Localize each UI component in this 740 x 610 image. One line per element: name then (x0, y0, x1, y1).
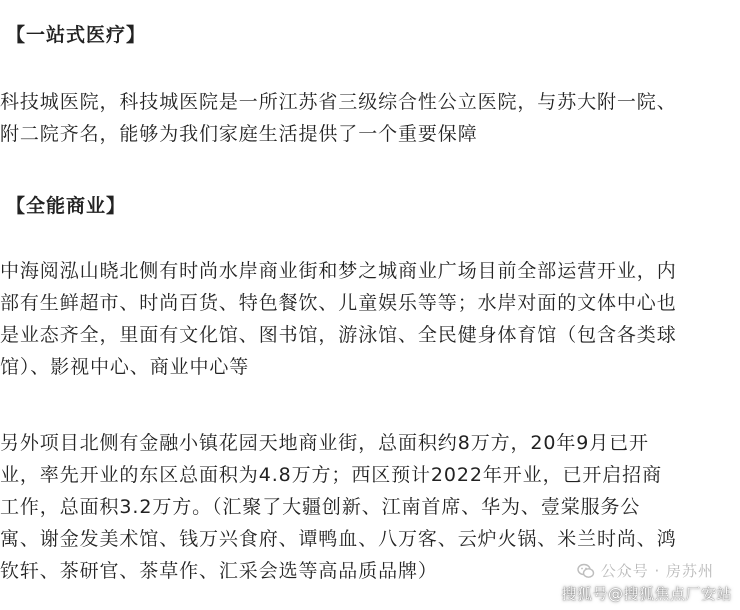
paragraph-line: 科技城医院，科技城医院是一所江苏省三级综合性公立医院，与苏大附一院、 (0, 91, 677, 113)
paragraph-line: 业，率先开业的东区总面积为4.8万方；西区预计2022年开业，已开启招商 (0, 464, 662, 486)
section-heading-commerce: 【全能商业】 (6, 195, 127, 217)
paragraph-line: 工作，总面积3.2万方。（汇聚了大疆创新、江南首席、华为、壹棠服务公 (0, 496, 641, 518)
paragraph-line: 钦轩、茶研官、茶草作、汇采会选等高品质品牌） (0, 560, 438, 582)
section-heading-medical: 【一站式医疗】 (6, 24, 147, 46)
paragraph-line: 馆）、影视中心、商业中心等 (0, 356, 250, 378)
paragraph-line: 是业态齐全，里面有文化馆、图书馆，游泳馆、全民健身体育馆（包含各类球 (0, 324, 677, 346)
watermark-line2: 搜狐号@搜狐焦点厂安站 (561, 585, 732, 603)
wechat-icon (577, 562, 595, 580)
paragraph-medical (0, 86, 740, 150)
paragraph-line: 寓、谢金发美术馆、钱万兴食府、谭鸭血、八万客、云炉火锅、米兰时尚、鸿 (0, 528, 677, 550)
paragraph-line: 另外项目北侧有金融小镇花园天地商业街，总面积约8万方，20年9月已开 (0, 432, 649, 454)
watermark-official-account (561, 560, 714, 581)
watermark (561, 560, 732, 604)
watermark-line1: 公众号 · 房苏州 (600, 562, 714, 580)
paragraph-line: 部有生鲜超市、时尚百货、特色餐饮、儿童娱乐等等；水岸对面的文体中心也 (0, 292, 677, 314)
paragraph-commerce (0, 255, 740, 383)
paragraph-line: 中海阅泓山晓北侧有时尚水岸商业街和梦之城商业广场目前全部运营开业，内 (0, 260, 677, 282)
paragraph-line: 附二院齐名，能够为我们家庭生活提供了一个重要保障 (0, 123, 478, 145)
